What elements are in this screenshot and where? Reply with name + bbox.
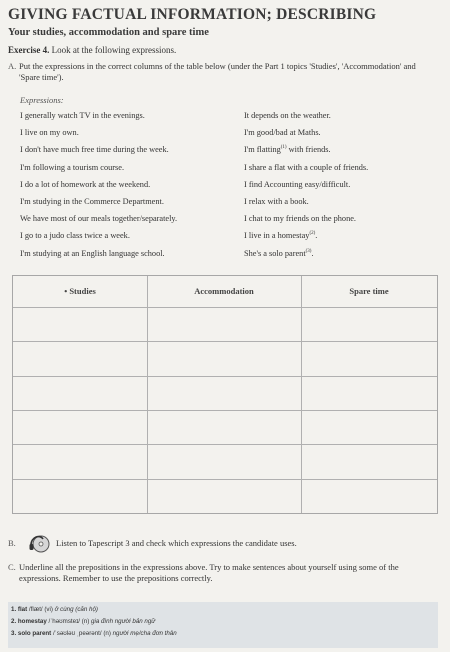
table-row-divider: [13, 444, 437, 445]
glossary-entry: 1. flat /flæt/ (vi) ở cùng (căn hộ): [11, 606, 98, 613]
expressions-left-column: [20, 110, 177, 265]
expression-item: I find Accounting easy/difficult.: [244, 179, 351, 189]
footnote-marker: (3): [305, 248, 312, 254]
glossary-entry: 3. solo parent /ˈsəʊləʊ ˌpeərənt/ (n) người mẹ/cha đơn thân: [11, 630, 177, 637]
answer-table: [12, 275, 438, 514]
section-a-instruction: [8, 61, 438, 83]
expression-item: I'm studying at an English language school.: [20, 248, 165, 258]
table-row-divider: [13, 376, 437, 377]
section-b-text: Listen to Tapescript 3 and check which expressions the candidate uses.: [56, 538, 297, 548]
expression-item: I go to a judo class twice a week.: [20, 231, 130, 241]
section-c-text: Underline all the prepositions in the expressions above. Try to make sentences about yourself using some of the expressions. Remember to use the prepositions correctly.: [19, 562, 399, 583]
expressions-right-column: [244, 110, 368, 265]
glossary-box: [8, 602, 438, 648]
exercise-number: Exercise 4.: [8, 45, 50, 55]
expression-item: I'm good/bad at Maths.: [244, 128, 321, 138]
expression-item: I share a flat with a couple of friends.: [244, 162, 369, 172]
expression-item: I relax with a book.: [244, 196, 309, 206]
expression-item: She's a solo parent$^{(3)}$.: [244, 248, 314, 258]
expression-item: I'm flatting$^{(1)}$ with friends.: [244, 145, 331, 155]
page-title: GIVING FACTUAL INFORMATION; DESCRIBING: [8, 6, 377, 23]
table-row-divider: [13, 341, 437, 342]
expression-item: I live in a homestay$^{(2)}$.: [244, 231, 318, 241]
table-column-divider: [147, 276, 148, 513]
footnote-marker: (2): [309, 231, 316, 237]
exercise-intro: Look at the following expressions.: [51, 45, 177, 55]
table-row-divider: [13, 410, 437, 411]
expressions-label: Expressions:: [20, 95, 64, 105]
section-c-letter: C.: [8, 562, 16, 572]
exercise-heading: [8, 45, 176, 55]
expression-item: I don't have much free time during the week.: [20, 145, 169, 155]
table-row-divider: [13, 479, 437, 480]
page-subtitle: Your studies, accommodation and spare time: [8, 27, 209, 38]
expression-item: I'm following a tourism course.: [20, 162, 125, 172]
table-column-divider: [301, 276, 302, 513]
expression-item: We have most of our meals together/separately.: [20, 214, 178, 224]
table-header-spare-time: Spare time: [349, 286, 389, 296]
expression-item: It depends on the weather.: [244, 111, 331, 120]
section-c: [8, 562, 438, 584]
expression-item: I generally watch TV in the evenings.: [20, 111, 145, 120]
table-header-studies: • Studies: [64, 286, 96, 296]
expression-item: I live on my own.: [20, 128, 79, 138]
cd-headphones-icon: [28, 532, 50, 554]
section-b-letter: B.: [8, 538, 16, 548]
section-b: [8, 532, 297, 554]
table-row-divider: [13, 307, 437, 308]
glossary-entry: 2. homestay /ˈhəʊmsteɪ/ (n) gia đình người bản ngữ: [11, 618, 156, 625]
expression-item: I chat to my friends on the phone.: [244, 214, 356, 224]
expression-item: I'm studying in the Commerce Department.: [20, 196, 164, 206]
expression-item: I do a lot of homework at the weekend.: [20, 179, 151, 189]
footnote-marker: (1): [280, 145, 287, 151]
section-a-letter: A.: [8, 61, 17, 71]
section-a-text: Put the expressions in the correct columns of the table below (under the Part 1 topics 'Studies', 'Accommodation' and 'Spare time').: [19, 61, 416, 82]
table-header-accommodation: Accommodation: [194, 286, 254, 296]
